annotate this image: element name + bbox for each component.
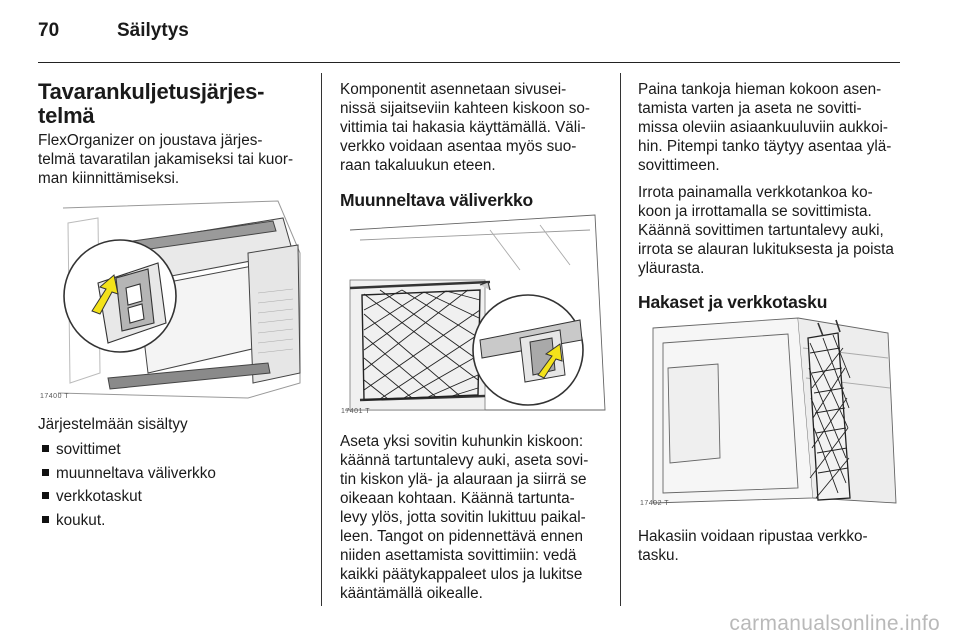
text-line: Hakasiin voidaan ripustaa verkko- bbox=[638, 528, 868, 545]
figure-code: 17401 T bbox=[341, 408, 371, 415]
text-line: man kiinnittämiseksi. bbox=[38, 170, 180, 187]
figure-code: 17402 T bbox=[640, 500, 670, 507]
adapter-instructions bbox=[340, 432, 615, 603]
text-line: oikeaan kohtaan. Käännä tartunta- bbox=[340, 490, 575, 507]
text-line: tin kiskon ylä- ja alauraan ja siirrä se bbox=[340, 471, 587, 488]
rod-install-paragraph bbox=[638, 80, 910, 175]
list-item-text: sovittimet bbox=[56, 441, 121, 458]
removal-paragraph bbox=[638, 183, 910, 278]
bullet-square-icon bbox=[42, 445, 49, 452]
text-line: tamista varten ja aseta ne sovitti- bbox=[638, 100, 862, 117]
text-line: vittimia tai hakasia käyttämällä. Väli- bbox=[340, 119, 586, 136]
list-item-text: verkkotaskut bbox=[56, 488, 142, 505]
list-item bbox=[38, 485, 306, 509]
list-item-text: koukut. bbox=[56, 511, 106, 529]
text-line: levy ylös, jotta sovitin lukittuu paikal- bbox=[340, 509, 586, 526]
column-3 bbox=[638, 80, 910, 313]
text-line: kaikki päätykappaleet ulos ja lukitse bbox=[340, 566, 583, 583]
text-line: missa oleviin asiaankuuluviin aukkoi- bbox=[638, 119, 888, 136]
column-2-lower bbox=[340, 432, 615, 603]
heading-hooks-net-pocket: Hakaset ja verkkotasku bbox=[638, 292, 828, 312]
text-line: hin. Pitempi tanko täytyy asentaa ylä- bbox=[638, 138, 892, 155]
text-line: verkko voidaan asentaa myös suo- bbox=[340, 138, 577, 155]
column-divider-2 bbox=[620, 73, 621, 606]
text-line: Aseta yksi sovitin kuhunkin kiskoon: bbox=[340, 433, 584, 450]
text-line: koon ja irrottamalla se sovittimista. bbox=[638, 203, 872, 220]
component-list bbox=[38, 438, 306, 532]
list-intro: Järjestelmään sisältyy bbox=[38, 416, 188, 433]
header-rule bbox=[38, 62, 900, 63]
text-line: leen. Tangot on pidennettävä ennen bbox=[340, 528, 583, 545]
text-line: Irrota painamalla verkkotankoa ko- bbox=[638, 184, 873, 201]
text-line: raan takaluukun eteen. bbox=[340, 157, 496, 174]
bullet-square-icon bbox=[42, 469, 49, 476]
illustration-divider-net bbox=[340, 210, 608, 415]
illustration-net-pocket bbox=[638, 308, 900, 508]
heading-line: telmä bbox=[38, 103, 95, 128]
text-line: Käännä sovittimen tartuntalevy auki, bbox=[638, 222, 884, 239]
heading-divider-net: Muunneltava väliverkko bbox=[340, 190, 534, 210]
text-line: FlexOrganizer on joustava järjes- bbox=[38, 132, 263, 149]
column-1-lower bbox=[38, 415, 306, 532]
list-item-text: muunneltava väliverkko bbox=[56, 464, 216, 482]
text-line: niiden asettamista sovittimiin: vedä bbox=[340, 547, 577, 564]
text-line: telmä tavaratilan jakamiseksi tai kuor- bbox=[38, 151, 294, 168]
illustration-adapter-rail bbox=[38, 193, 304, 405]
installation-paragraph bbox=[340, 80, 615, 175]
column-3-lower bbox=[638, 527, 910, 565]
section-title: Säilytys bbox=[117, 20, 189, 41]
column-1 bbox=[38, 80, 306, 188]
text-line: yläurasta. bbox=[638, 260, 705, 277]
text-line: käännä tartuntalevy auki, aseta sovi- bbox=[340, 452, 589, 469]
list-item bbox=[38, 509, 306, 533]
list-item bbox=[38, 462, 306, 486]
watermark: carmanualsonline.info bbox=[729, 612, 940, 635]
heading-transport-system bbox=[38, 80, 306, 128]
text-line: nissä sijaitseviin kahteen kiskoon so- bbox=[340, 100, 590, 117]
text-line: sovittimeen. bbox=[638, 157, 720, 174]
heading-line: Tavarankuljetusjärjes- bbox=[38, 79, 265, 104]
hooks-paragraph bbox=[638, 527, 910, 565]
bullet-square-icon bbox=[42, 516, 49, 523]
text-line: tasku. bbox=[638, 547, 679, 564]
column-2 bbox=[340, 80, 615, 211]
text-line: kääntämällä oikealle. bbox=[340, 585, 483, 602]
intro-paragraph bbox=[38, 131, 306, 188]
list-item bbox=[38, 438, 306, 462]
bullet-square-icon bbox=[42, 492, 49, 499]
text-line: Paina tankoja hieman kokoon asen- bbox=[638, 81, 882, 98]
text-line: Komponentit asennetaan sivusei- bbox=[340, 81, 567, 98]
figure-code: 17400 T bbox=[40, 393, 70, 400]
page-number: 70 bbox=[38, 20, 60, 41]
column-divider-1 bbox=[321, 73, 322, 606]
text-line: irrota se alauran lukituksesta ja poista bbox=[638, 241, 894, 258]
